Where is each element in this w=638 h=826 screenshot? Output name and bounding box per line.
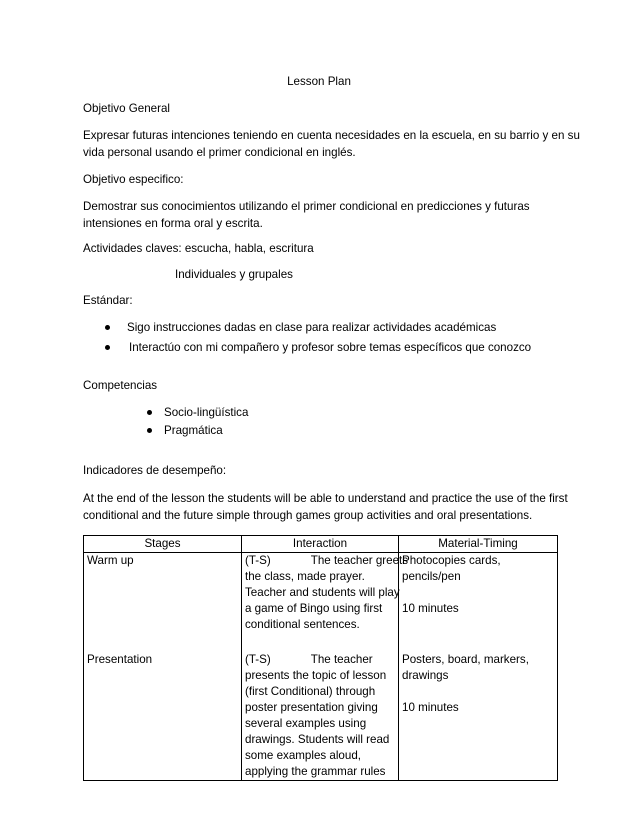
interaction-line <box>245 652 395 668</box>
interaction-line: some examples aloud, <box>245 749 361 762</box>
column-header-material-timing: Material-Timing <box>399 536 558 553</box>
interaction-text: The teacher greets <box>310 554 409 567</box>
stage-cell <box>84 553 242 653</box>
material-line: Posters, board, markers, <box>402 653 529 666</box>
interaction-line: a game of Bingo using first <box>245 602 383 615</box>
lesson-stages-table <box>83 535 558 781</box>
interaction-cell <box>242 652 399 781</box>
standard-heading: Estándar: <box>83 294 133 307</box>
interaction-tag: (T-S) <box>245 554 271 567</box>
bullet-icon <box>147 410 152 415</box>
standard-item-text: Interactúo con mi compañero y profesor sobre temas específicos que conozco <box>129 341 532 354</box>
standard-item-text: Sigo instrucciones dadas en clase para realizar actividades académicas <box>127 321 497 334</box>
list-item <box>147 404 248 422</box>
column-header-stages: Stages <box>84 536 242 553</box>
competency-item-text: Pragmática <box>164 424 223 437</box>
bullet-icon <box>105 325 110 330</box>
column-header-interaction: Interaction <box>242 536 399 553</box>
material-cell <box>399 652 558 781</box>
interaction-line: conditional sentences. <box>245 618 360 631</box>
table-row <box>84 652 558 781</box>
list-item <box>147 422 248 440</box>
interaction-tag: (T-S) <box>245 653 271 666</box>
specific-objective-line-2: intensiones en forma oral y escrita. <box>83 217 263 230</box>
interaction-line: applying the grammar rules <box>245 765 386 778</box>
stage-name: Presentation <box>87 653 153 666</box>
general-objective-line-1: Expresar futuras intenciones teniendo en cuenta necesidades en la escuela, en su barrio y en su <box>83 129 580 142</box>
interaction-line: poster presentation giving <box>245 701 378 714</box>
competencies-list <box>147 404 248 440</box>
interaction-text: The teacher <box>310 653 373 666</box>
interaction-line: presents the topic of lesson <box>245 669 387 682</box>
list-item <box>105 319 531 339</box>
interaction-line: Teacher and students will play <box>245 586 400 599</box>
material-line: pencils/pen <box>402 570 461 583</box>
interaction-line <box>245 553 409 569</box>
table-header-row <box>84 536 558 553</box>
interaction-line: (first Conditional) through <box>245 685 376 698</box>
bullet-icon <box>105 345 110 350</box>
material-line: Photocopies cards, <box>402 554 501 567</box>
key-activities-modes: Individuales y grupales <box>175 268 293 281</box>
bullet-icon <box>147 428 152 433</box>
material-line: drawings <box>402 669 449 682</box>
key-activities: Actividades claves: escucha, habla, escritura <box>83 242 314 255</box>
timing: 10 minutes <box>402 701 459 714</box>
specific-objective-line-1: Demostrar sus conocimientos utilizando el primer condicional en predicciones y futuras <box>83 200 530 213</box>
timing: 10 minutes <box>402 602 459 615</box>
standard-list <box>105 319 531 359</box>
list-item <box>105 339 531 359</box>
indicators-line-1: At the end of the lesson the students will be able to understand and practice the use of the first <box>83 492 568 505</box>
competencies-heading: Competencias <box>83 379 158 392</box>
indicators-heading: Indicadores de desempeño: <box>83 464 227 477</box>
competency-item-text: Socio-lingüística <box>164 406 249 419</box>
table-row <box>84 553 558 653</box>
interaction-line: several examples using <box>245 717 367 730</box>
material-cell <box>399 553 558 653</box>
stage-cell <box>84 652 242 781</box>
specific-objective-heading: Objetivo especifico: <box>83 173 184 186</box>
indicators-line-2: conditional and the future simple through games group activities and oral presentations. <box>83 509 533 522</box>
interaction-line: drawings. Students will read <box>245 733 390 746</box>
stage-name: Warm up <box>87 554 134 567</box>
interaction-cell <box>242 553 409 653</box>
general-objective-line-2: vida personal usando el primer condicional en inglés. <box>83 146 356 159</box>
interaction-line: the class, made prayer. <box>245 570 365 583</box>
general-objective-heading: Objetivo General <box>83 102 170 115</box>
page-title: Lesson Plan <box>287 75 351 88</box>
